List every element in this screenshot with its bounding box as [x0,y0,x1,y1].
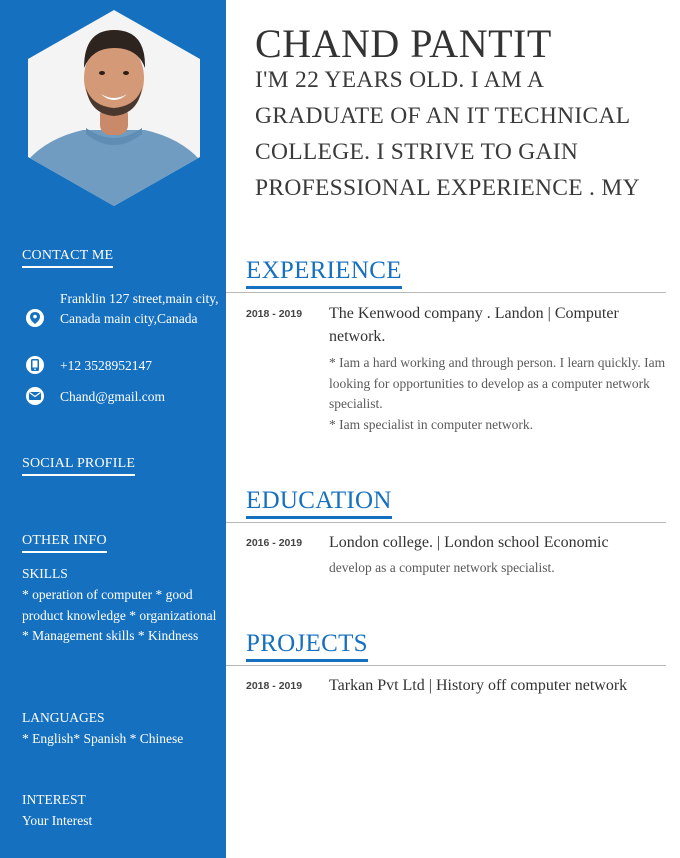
education-heading: EDUCATION [246,487,392,519]
email-text[interactable]: Chand@gmail.com [60,389,166,404]
profile-photo-hexagon [28,10,200,206]
education-title: London college. | London school Economic [329,534,609,551]
other-info-heading: OTHER INFO [22,533,107,553]
social-heading: SOCIAL PROFILE [22,456,135,476]
languages-label: LANGUAGES [22,710,105,725]
experience-title: The Kenwood company . Landon | Computer network. [329,305,619,345]
candidate-name: CHAND PANTIT [255,21,552,66]
phone-icon [26,356,44,374]
languages-text: * English* Spanish * Chinese [22,731,184,746]
experience-desc-2: * Iam specialist in computer network. [329,417,533,432]
experience-date: 2018 - 2019 [246,308,303,320]
projects-divider [226,665,666,666]
location-icon [26,309,44,327]
experience-heading: EXPERIENCE [246,257,402,289]
contact-heading: CONTACT ME [22,248,113,268]
sidebar [0,0,226,858]
projects-title: Tarkan Pvt Ltd | History off computer network [329,677,628,694]
education-desc: develop as a computer network specialist. [329,560,555,575]
profile-photo [28,10,200,206]
skills-text: * operation of computer * good product knowledge * organizational * Management skills * Kindness [22,587,217,643]
contact-email [26,387,166,405]
contact-phone [26,356,152,374]
education-divider [226,522,666,523]
projects-date: 2018 - 2019 [246,680,303,692]
experience-desc-1: * Iam a hard working and through person. I learn quickly. Iam looking for opportunities to develop as a computer network specialist. [329,355,666,411]
skills-label: SKILLS [22,566,68,581]
phone-text[interactable]: +12 3528952147 [60,358,152,373]
address-text: Franklin 127 street,main city, Canada main city,Canada [60,291,219,326]
interest-label: INTEREST [22,792,86,807]
projects-heading: PROJECTS [246,630,368,662]
email-icon [26,387,44,405]
experience-divider [226,292,666,293]
summary-text: I'M 22 YEARS OLD. I AM A GRADUATE OF AN IT TECHNICAL COLLEGE. I STRIVE TO GAIN PROFESSIONAL EXPERIENCE . MY [255,67,640,201]
contact-address [26,289,219,327]
education-date: 2016 - 2019 [246,537,303,549]
interest-text: Your Interest [22,813,93,828]
